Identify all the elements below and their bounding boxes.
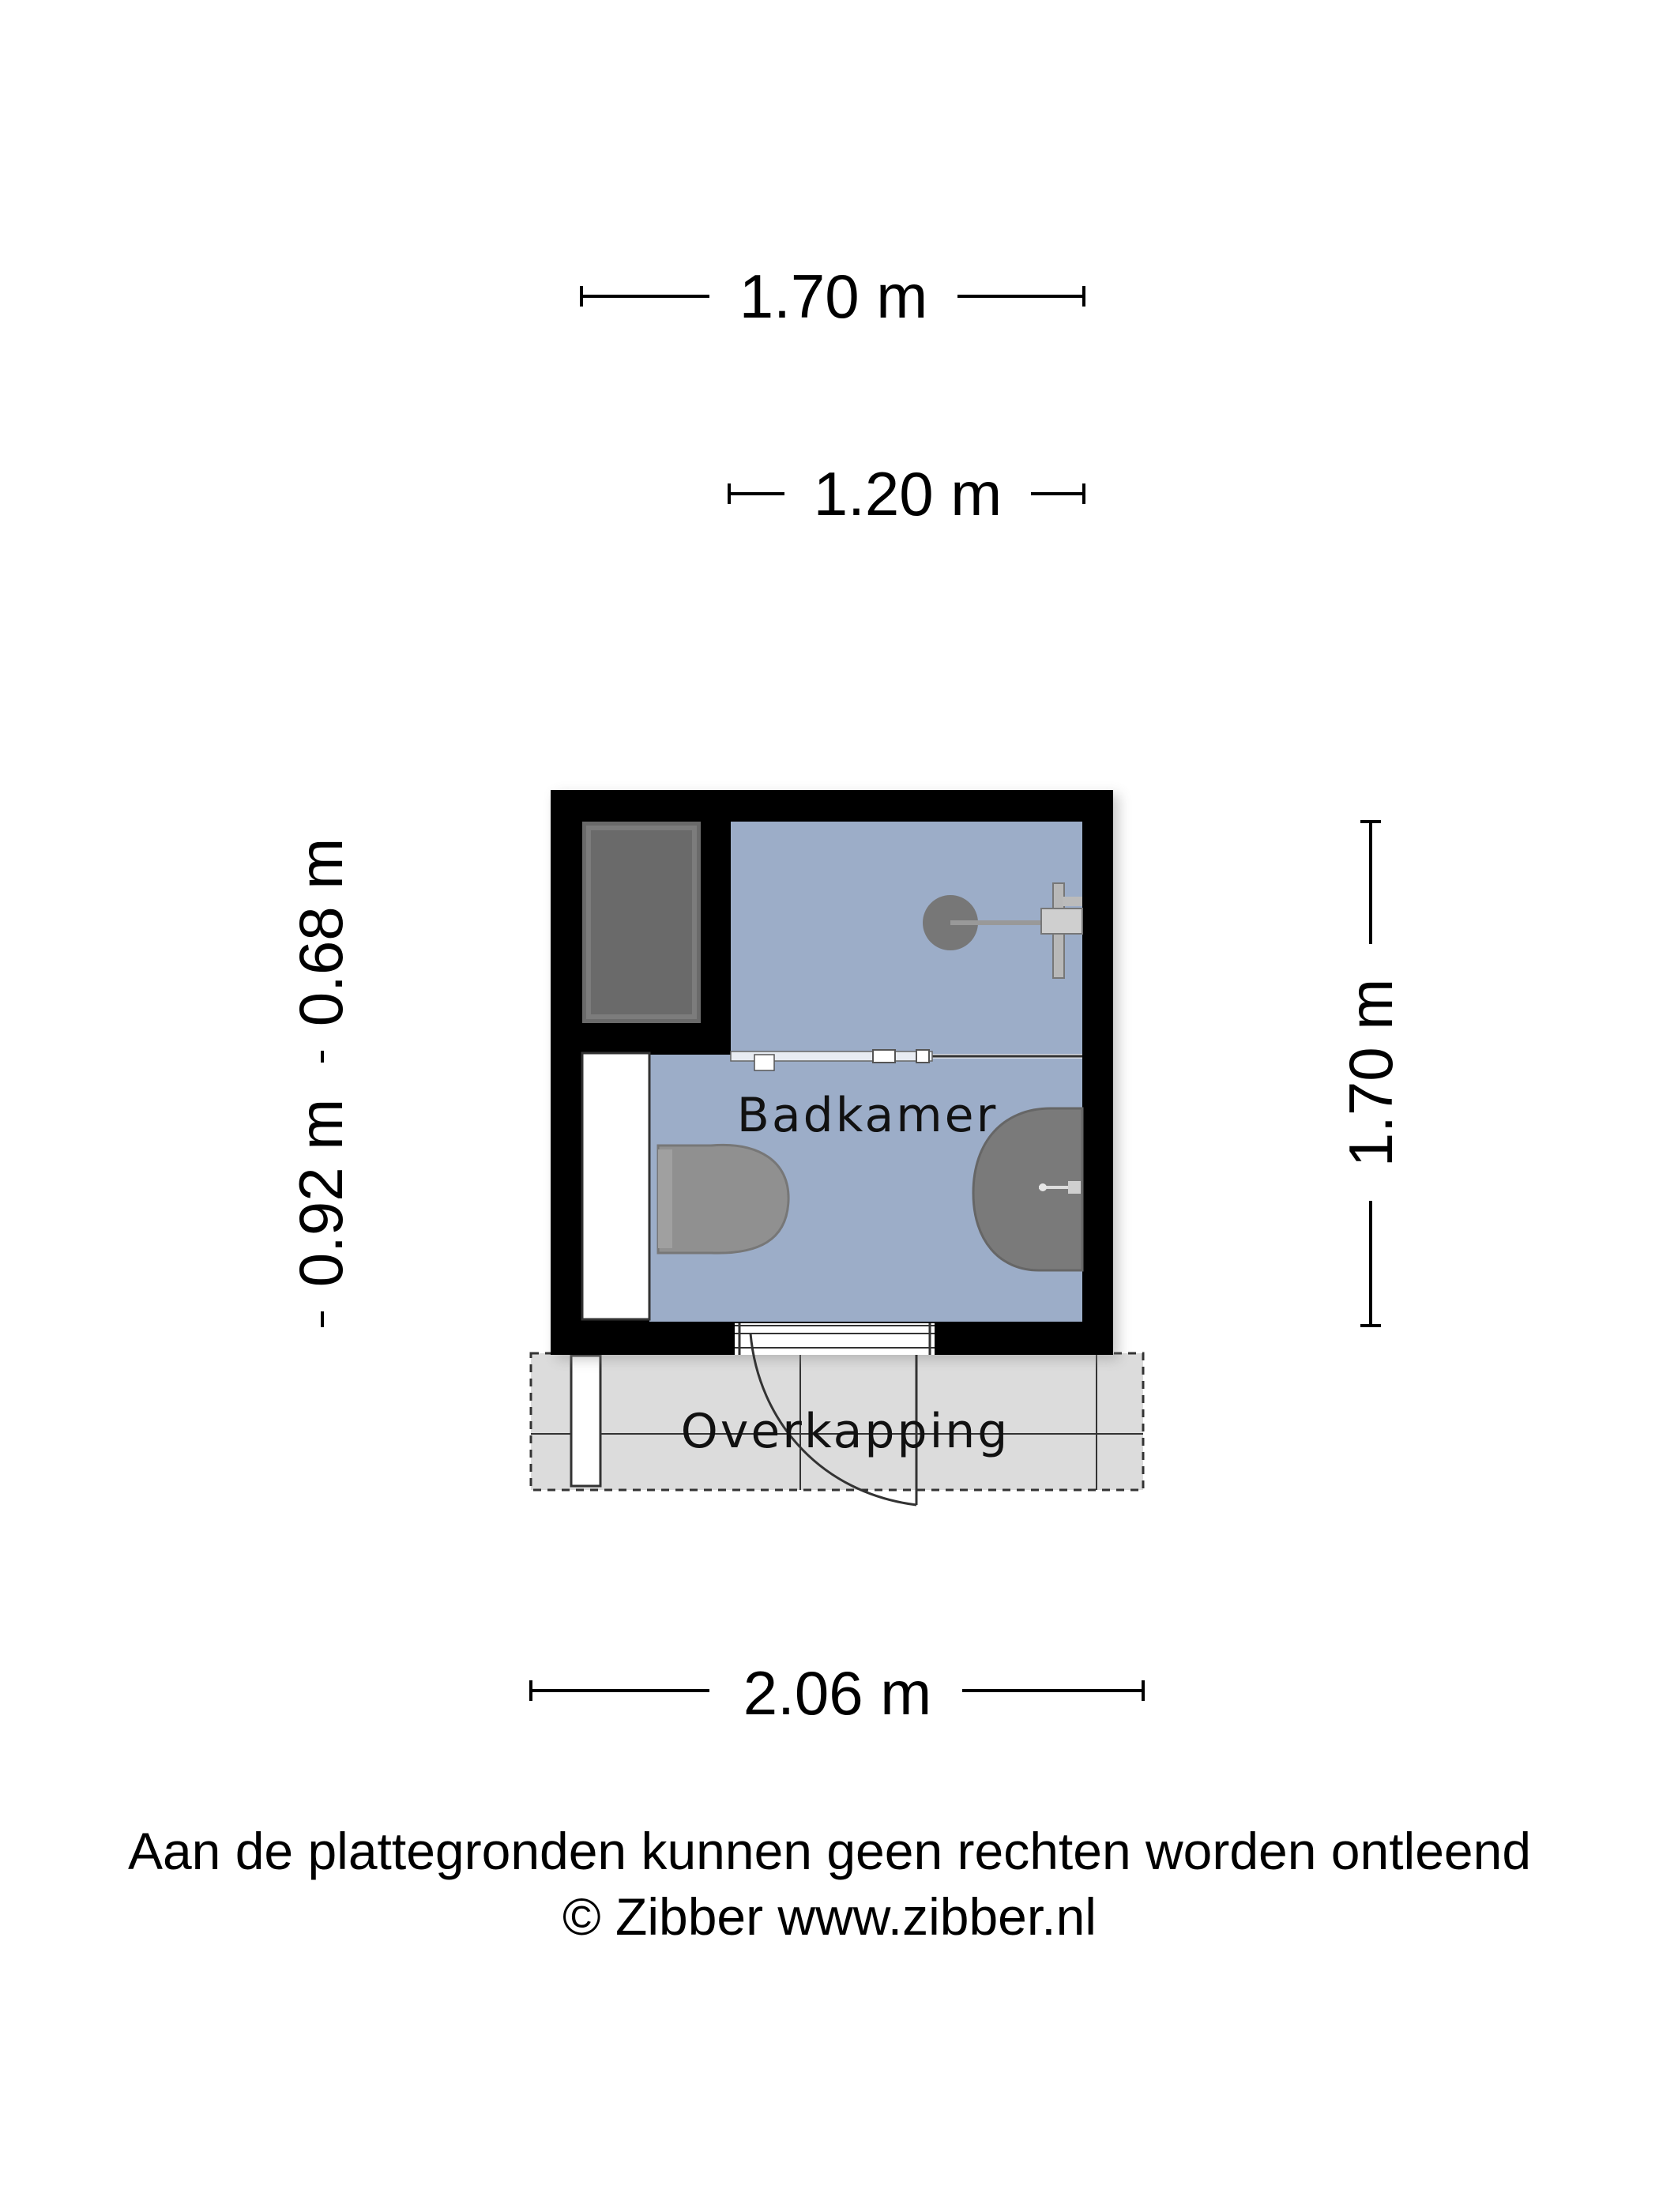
dimension-left-lower-label: 0.92 m (286, 1098, 356, 1288)
room-label-bathroom: Badkamer (736, 1088, 999, 1143)
dimension-right (1336, 822, 1405, 1326)
canopy-post (571, 1356, 600, 1486)
dimension-bottom-label: 2.06 m (743, 1658, 932, 1728)
dimension-top-outer-label: 1.70 m (739, 261, 928, 331)
dimension-left (286, 838, 356, 1327)
dimension-top-inner (729, 459, 1084, 529)
storage-block (582, 822, 701, 1023)
disclaimer-text: Aan de plattegronden kunnen geen rechten worden ontleend (127, 1822, 1532, 1880)
dimension-top-outer (581, 261, 1084, 331)
dimension-right-label: 1.70 m (1336, 978, 1405, 1168)
dimension-top-inner-label: 1.20 m (813, 459, 1003, 529)
dimension-left-upper-label: 0.68 m (286, 837, 356, 1027)
toilet-icon (658, 1145, 788, 1253)
cabinet (582, 1053, 649, 1319)
credit-text: © Zibber www.zibber.nl (562, 1887, 1097, 1946)
dimension-bottom (531, 1658, 1143, 1728)
room-label-canopy: Overkapping (680, 1404, 1010, 1459)
